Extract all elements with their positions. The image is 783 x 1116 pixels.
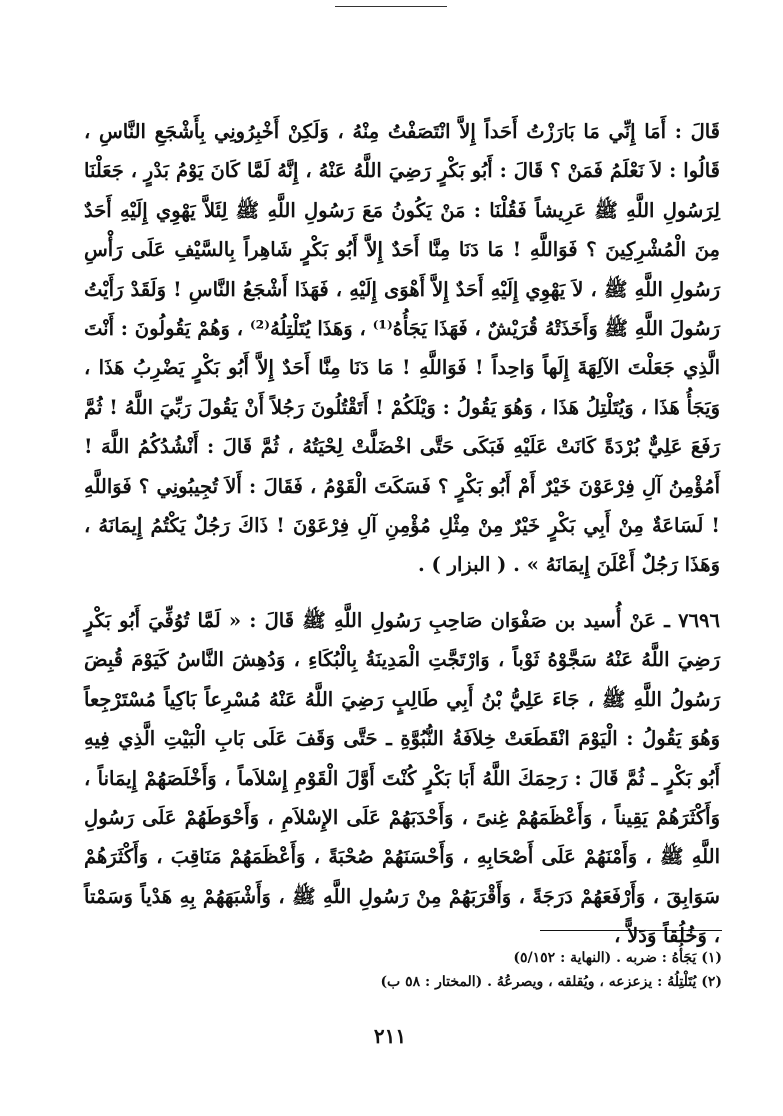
main-text bbox=[84, 112, 720, 956]
footnote-1: (١) يَجَأُهُ : ضربه . (النهاية : ٥/١٥٢) bbox=[513, 950, 722, 966]
paragraph-gap bbox=[84, 585, 720, 601]
footnotes bbox=[300, 946, 722, 994]
paragraph-continuation: قَالَ : أَمَا إِنِّي مَا بَارَزْتُ أَحَداً إِلاَّ انْتَصَفْتُ مِنْهُ ، وَلَكِنْ أَخْبِرُونِي بِأَشْجَعِ النَّاسِ ، قَالُوا : لاَ نَعْلَمُ فَمَنْ ؟ قَالَ : أَبُو بَكْرٍ رَضِيَ اللَّهُ عَنْهُ ، إِنَّهُ لَمَّا كَانَ يَوْمُ بَدْرٍ ، جَعَلْنَا لِرَسُولِ اللَّهِ ﷺ عَرِيشاً فَقُلْنَا : مَنْ يَكُونُ مَعَ رَسُولِ اللَّهِ ﷺ لِئَلاَّ يَهْوِي إِلَيْهِ أَحَدٌ مِنَ الْمُشْرِكِينَ ؟ فَوَاللَّهِ ! مَا دَنَا مِنَّا أَحَدٌ إِلاَّ أَبُو بَكْرٍ شَاهِراً بِالسَّيْفِ عَلَى رَأْسِ رَسُولِ اللَّهِ ﷺ ، لاَ يَهْوِي إِلَيْهِ أَحَدٌ إِلاَّ أَهْوَى إِلَيْهِ ، فَهَذَا أَشْجَعُ النَّاسِ ! وَلَقَدْ رَأَيْتُ رَسُولَ اللَّهِ ﷺ وَأَخَذَتْهُ قُرَيْشٌ ، فَهَذَا يَجَأُهُ⁽¹⁾ ، وَهَذَا يُتَلْتِلُهُ⁽²⁾ ، وَهُمْ يَقُولُونَ : أَنْتَ الَّذِي جَعَلْتَ الآلِهَةَ إِلَهاً وَاحِداً ! فَوَاللَّهِ ! مَا دَنَا مِنَّا أَحَدٌ إِلاَّ أَبُو بَكْرٍ يَضْرِبُ هَذَا ، وَيَجَأُ هَذَا ، وَيُتَلْتِلُ هَذَا ، وَهُوَ يَقُولُ : وَيْلَكُمْ ! أَتَقْتُلُونَ رَجُلاً أَنْ يَقُولَ رَبِّيَ اللَّهُ ! ثُمَّ رَفَعَ عَلِيٌّ بُرْدَةً كَانَتْ عَلَيْهِ فَبَكَى حَتَّى اخْضَلَّتْ لِحْيَتُهُ ، ثُمَّ قَالَ : أَنْشُدُكُمُ اللَّهَ ! أَمُؤْمِنُ آلِ فِرْعَوْنَ خَيْرٌ أَمْ أَبُو بَكْرٍ ؟ فَسَكَتَ الْقَوْمُ ، فَقَالَ : أَلاَ تُجِيبُونِي ؟ فَوَاللَّهِ ! لَسَاعَةٌ مِنْ أَبِي بَكْرٍ خَيْرٌ مِنْ مِثْلِ مُؤْمِنِ آلِ فِرْعَوْنَ ! ذَاكَ رَجُلٌ يَكْتُمُ إِيمَانَهُ ، وَهَذَا رَجُلٌ أَعْلَنَ إِيمَانَهُ » . ( البزار ) . bbox=[84, 120, 720, 577]
footnote-2: (٢) يُتَلْتِلُهُ : يزعزعه ، ويُقلقه ، ويصرعُهُ . (المختار : ٥٨ ب) bbox=[380, 974, 722, 990]
paragraph-hadith-7696: ٧٦٩٦ ـ عَنْ أُسيد بن صَفْوَان صَاحِبِ رَسُولِ اللَّهِ ﷺ قَالَ : « لَمَّا تُوُفِّيَ أَبُو بَكْرٍ رَضِيَ اللَّهُ عَنْهُ سَجَّوْهُ ثَوْباً ، وَارْتَجَّتِ الْمَدِينَةُ بِالْبُكَاءِ ، وَدُهِشَ النَّاسُ كَيَوْمَ قُبِضَ رَسُولُ اللَّهِ ﷺ ، جَاءَ عَلِيُّ بْنُ أَبِي طَالِبٍ رَضِيَ اللَّهُ عَنْهُ مُسْرِعاً بَاكِياً مُسْتَرْجِعاً وَهُوَ يَقُولُ : الْيَوْمَ انْقَطَعَتْ خِلاَفَةُ النُّبُوَّةِ ـ حَتَّى وَقَفَ عَلَى بَابِ الْبَيْتِ الَّذِي فِيهِ أَبُو بَكْرٍ ـ ثُمَّ قَالَ : رَحِمَكَ اللَّهُ أَبَا بَكْرٍ كُنْتَ أَوَّلَ الْقَوْمِ إِسْلاَماً ، وَأَخْلَصَهُمْ إِيمَاناً ، وَأَكْثَرَهُمْ يَقِيناً ، وَأَعْظَمَهُمْ غِنىً ، وَأَحْدَبَهُمْ عَلَى الإِسْلاَمِ ، وَأَحْوَطَهُمْ عَلَى رَسُولِ اللَّهِ ﷺ ، وَأَمْنَهُمْ عَلَى أَصْحَابِهِ ، وَأَحْسَنَهُمْ صُحْبَةً ، وَأَعْظَمَهُمْ مَنَاقِبَ ، وَأَكْثَرَهُمْ سَوَابِقَ ، وَأَرْفَعَهُمْ دَرَجَةً ، وَأَقْرَبَهُمْ مِنْ رَسُولِ اللَّهِ ﷺ ، وَأَشْبَهَهُمْ بِهِ هَدْياً وَسَمْتاً ، وَخُلُقاً وَدَلاًّ ، bbox=[84, 608, 720, 948]
page-number: ٢١١ bbox=[373, 1024, 407, 1048]
header-rule bbox=[335, 6, 447, 7]
footnote-rule bbox=[540, 930, 722, 931]
